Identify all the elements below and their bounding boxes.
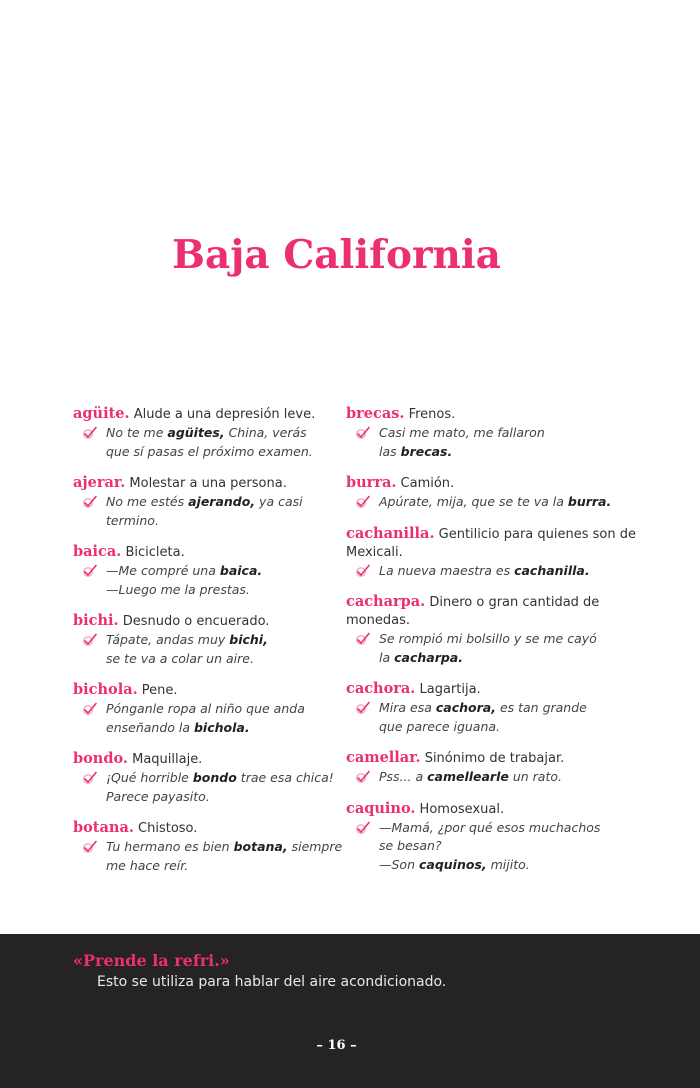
glossary-entry [346,474,636,512]
entry-definition: Bicicleta. [121,545,185,560]
glossary-entry [346,680,636,736]
glossary-entry [346,749,636,787]
example-text: China, verás [224,425,307,440]
example-line [379,649,636,668]
entry-definition: Desnudo o encuerado. [118,614,270,629]
left-column [73,405,343,888]
entry-definition: Maquillaje. [127,752,203,767]
example-keyword: bichi, [229,632,268,647]
example-line [379,699,636,718]
entry-example [346,493,636,512]
entry-term: bichi. [73,612,119,629]
example-line [106,581,343,600]
entry-term: cachanilla. [346,524,435,542]
example-line [379,630,636,649]
example-keyword: bondo [192,770,237,785]
entry-term: caquino. [346,799,416,817]
example-text: mijito. [486,856,530,872]
example-line [106,838,343,857]
example-keyword: botana, [233,839,288,854]
entry-heading [346,800,636,819]
entry-definition: Homosexual. [415,801,505,817]
entry-heading [73,612,343,631]
example-text: Tu hermano es bien [106,839,234,854]
example-text: Pónganle ropa al niño que anda [106,701,305,716]
example-text: Se rompió mi bolsillo y se me cayó [379,631,597,646]
entry-definition: Pene. [137,683,178,698]
example-line [106,857,343,876]
entry-example [346,562,636,581]
entry-definition: Molestar a una persona. [125,476,287,491]
example-line [379,718,636,737]
entry-term: bondo. [73,750,128,767]
example-line [379,424,636,443]
entry-example [73,700,343,737]
check-icon [82,564,98,578]
check-icon [355,821,371,835]
entry-heading [73,405,343,424]
example-line [106,769,343,788]
check-icon [82,771,98,785]
check-icon [82,633,98,647]
example-text: —Son [379,856,419,872]
page-number-dash-left: – [316,1038,328,1053]
entry-definition: Frenos. [404,407,456,422]
example-line [106,493,343,512]
example-text: Tápate, andas muy [106,632,230,647]
page-number-dash-right: – [345,1038,357,1053]
example-line [379,443,636,462]
footer-bar [0,934,700,1088]
example-keyword: bichola. [193,719,250,735]
check-icon [82,840,98,854]
entry-heading [73,543,343,562]
example-keyword: cachora, [435,700,496,715]
example-keyword: brecas. [400,443,453,459]
example-text: No te me [106,425,168,440]
example-text: se te va a colar un aire. [106,650,254,666]
example-text: —Luego me la prestas. [106,581,250,597]
glossary-entry [73,543,343,599]
example-line [106,650,343,669]
entry-term: cacharpa. [346,593,426,610]
example-text: No me estés [106,494,189,509]
page-number [0,1038,673,1053]
example-line [379,819,636,838]
example-text: —Me compré una [106,563,220,578]
example-text: Mira esa [379,700,436,715]
glossary-entry [73,612,343,668]
entry-heading [346,405,636,424]
example-keyword: ajerando, [188,494,256,509]
right-column [346,405,636,887]
example-text: un rato. [508,769,562,784]
example-text: se besan? [379,838,442,853]
example-text: Parece payasito. [106,788,210,804]
example-keyword: burra. [567,494,612,509]
example-text: termino. [106,512,159,528]
example-text: trae esa chica! [236,770,334,785]
featured-phrase: «Prende la refri.» [73,951,230,970]
example-line [106,700,343,719]
glossary-entry [73,750,343,806]
check-icon [355,495,371,509]
glossary-entry [73,474,343,530]
example-keyword: camellearle [427,769,509,784]
example-line [106,424,343,443]
example-line [379,768,636,787]
entry-term: botana. [73,819,134,836]
entry-example [73,424,343,461]
example-text: las [379,443,401,459]
example-keyword: agüites, [167,425,225,440]
example-keyword: cachanilla. [514,562,590,578]
entry-heading [346,680,636,699]
example-text: Pss... a [379,769,428,784]
example-text: —Mamá, ¿por qué esos muchachos [379,819,601,835]
entry-example [346,424,636,461]
entry-term: camellar. [346,749,421,766]
glossary-entry [346,800,636,875]
entry-example [346,768,636,787]
entry-example [346,699,636,736]
entry-definition: Alude a una depresión leve. [129,407,316,422]
entry-example [73,493,343,530]
example-text: que parece iguana. [379,718,501,734]
check-icon [82,495,98,509]
entry-term: bichola. [73,681,138,698]
example-text: enseñando la [106,719,194,735]
entry-example [73,769,343,806]
check-icon [355,632,371,646]
entry-definition: Dinero o gran cantidad de monedas. [346,595,600,628]
entry-example [346,819,636,875]
check-icon [355,426,371,440]
example-text: Apúrate, mija, que se te va la [379,494,568,509]
check-icon [355,564,371,578]
entry-heading [73,474,343,493]
entry-heading [346,593,636,630]
check-icon [82,426,98,440]
check-icon [355,701,371,715]
example-line [379,562,636,581]
example-text: me hace reír. [106,857,189,873]
example-keyword: caquinos, [418,856,487,872]
entry-term: agüite. [73,405,130,422]
example-text: Casi me mato, me fallaron [379,425,545,440]
glossary-entry [73,819,343,875]
example-line [106,631,343,650]
example-line [106,443,343,462]
example-line [379,837,636,856]
example-line [106,719,343,738]
example-line [106,512,343,531]
entry-term: baica. [73,543,122,560]
glossary-entry [346,525,636,581]
example-keyword: baica. [219,563,263,578]
entry-example [73,631,343,668]
example-text: La nueva maestra es [379,562,515,578]
example-line [379,856,636,875]
entry-example [73,838,343,875]
entry-term: cachora. [346,680,416,697]
entry-term: brecas. [346,405,405,422]
example-line [106,788,343,807]
entry-heading [73,819,343,838]
entry-heading [346,474,636,493]
entry-heading [73,750,343,769]
example-text: ¡Qué horrible [106,770,193,785]
entry-definition: Gentilicio para quienes son de Mexicali. [346,526,636,560]
entry-example [346,630,636,667]
glossary-entry [346,405,636,461]
example-line [379,493,636,512]
entry-definition: Sinónimo de trabajar. [420,751,565,766]
glossary-entry [73,405,343,461]
glossary-entry [73,681,343,737]
entry-heading [346,525,636,562]
example-text: siempre [287,839,343,854]
entry-heading [73,681,343,700]
example-text: que sí pasas el próximo examen. [106,443,313,459]
entry-example [73,562,343,599]
example-text: es tan grande [495,700,587,715]
page-title: Baja California [172,232,501,278]
entry-definition: Camión. [396,476,455,491]
example-keyword: cacharpa. [394,649,463,665]
check-icon [355,770,371,784]
glossary-entry [346,593,636,667]
entry-heading [346,749,636,768]
featured-phrase-description: Esto se utiliza para hablar del aire acondicionado. [97,974,447,990]
example-text: ya casi [255,494,303,509]
example-line [106,562,343,581]
entry-definition: Lagartija. [415,682,481,697]
example-text: la [379,649,395,665]
page-number-value: 16 [327,1038,346,1053]
entry-term: burra. [346,474,397,491]
entry-term: ajerar. [73,474,126,491]
entry-definition: Chistoso. [133,821,198,836]
check-icon [82,702,98,716]
